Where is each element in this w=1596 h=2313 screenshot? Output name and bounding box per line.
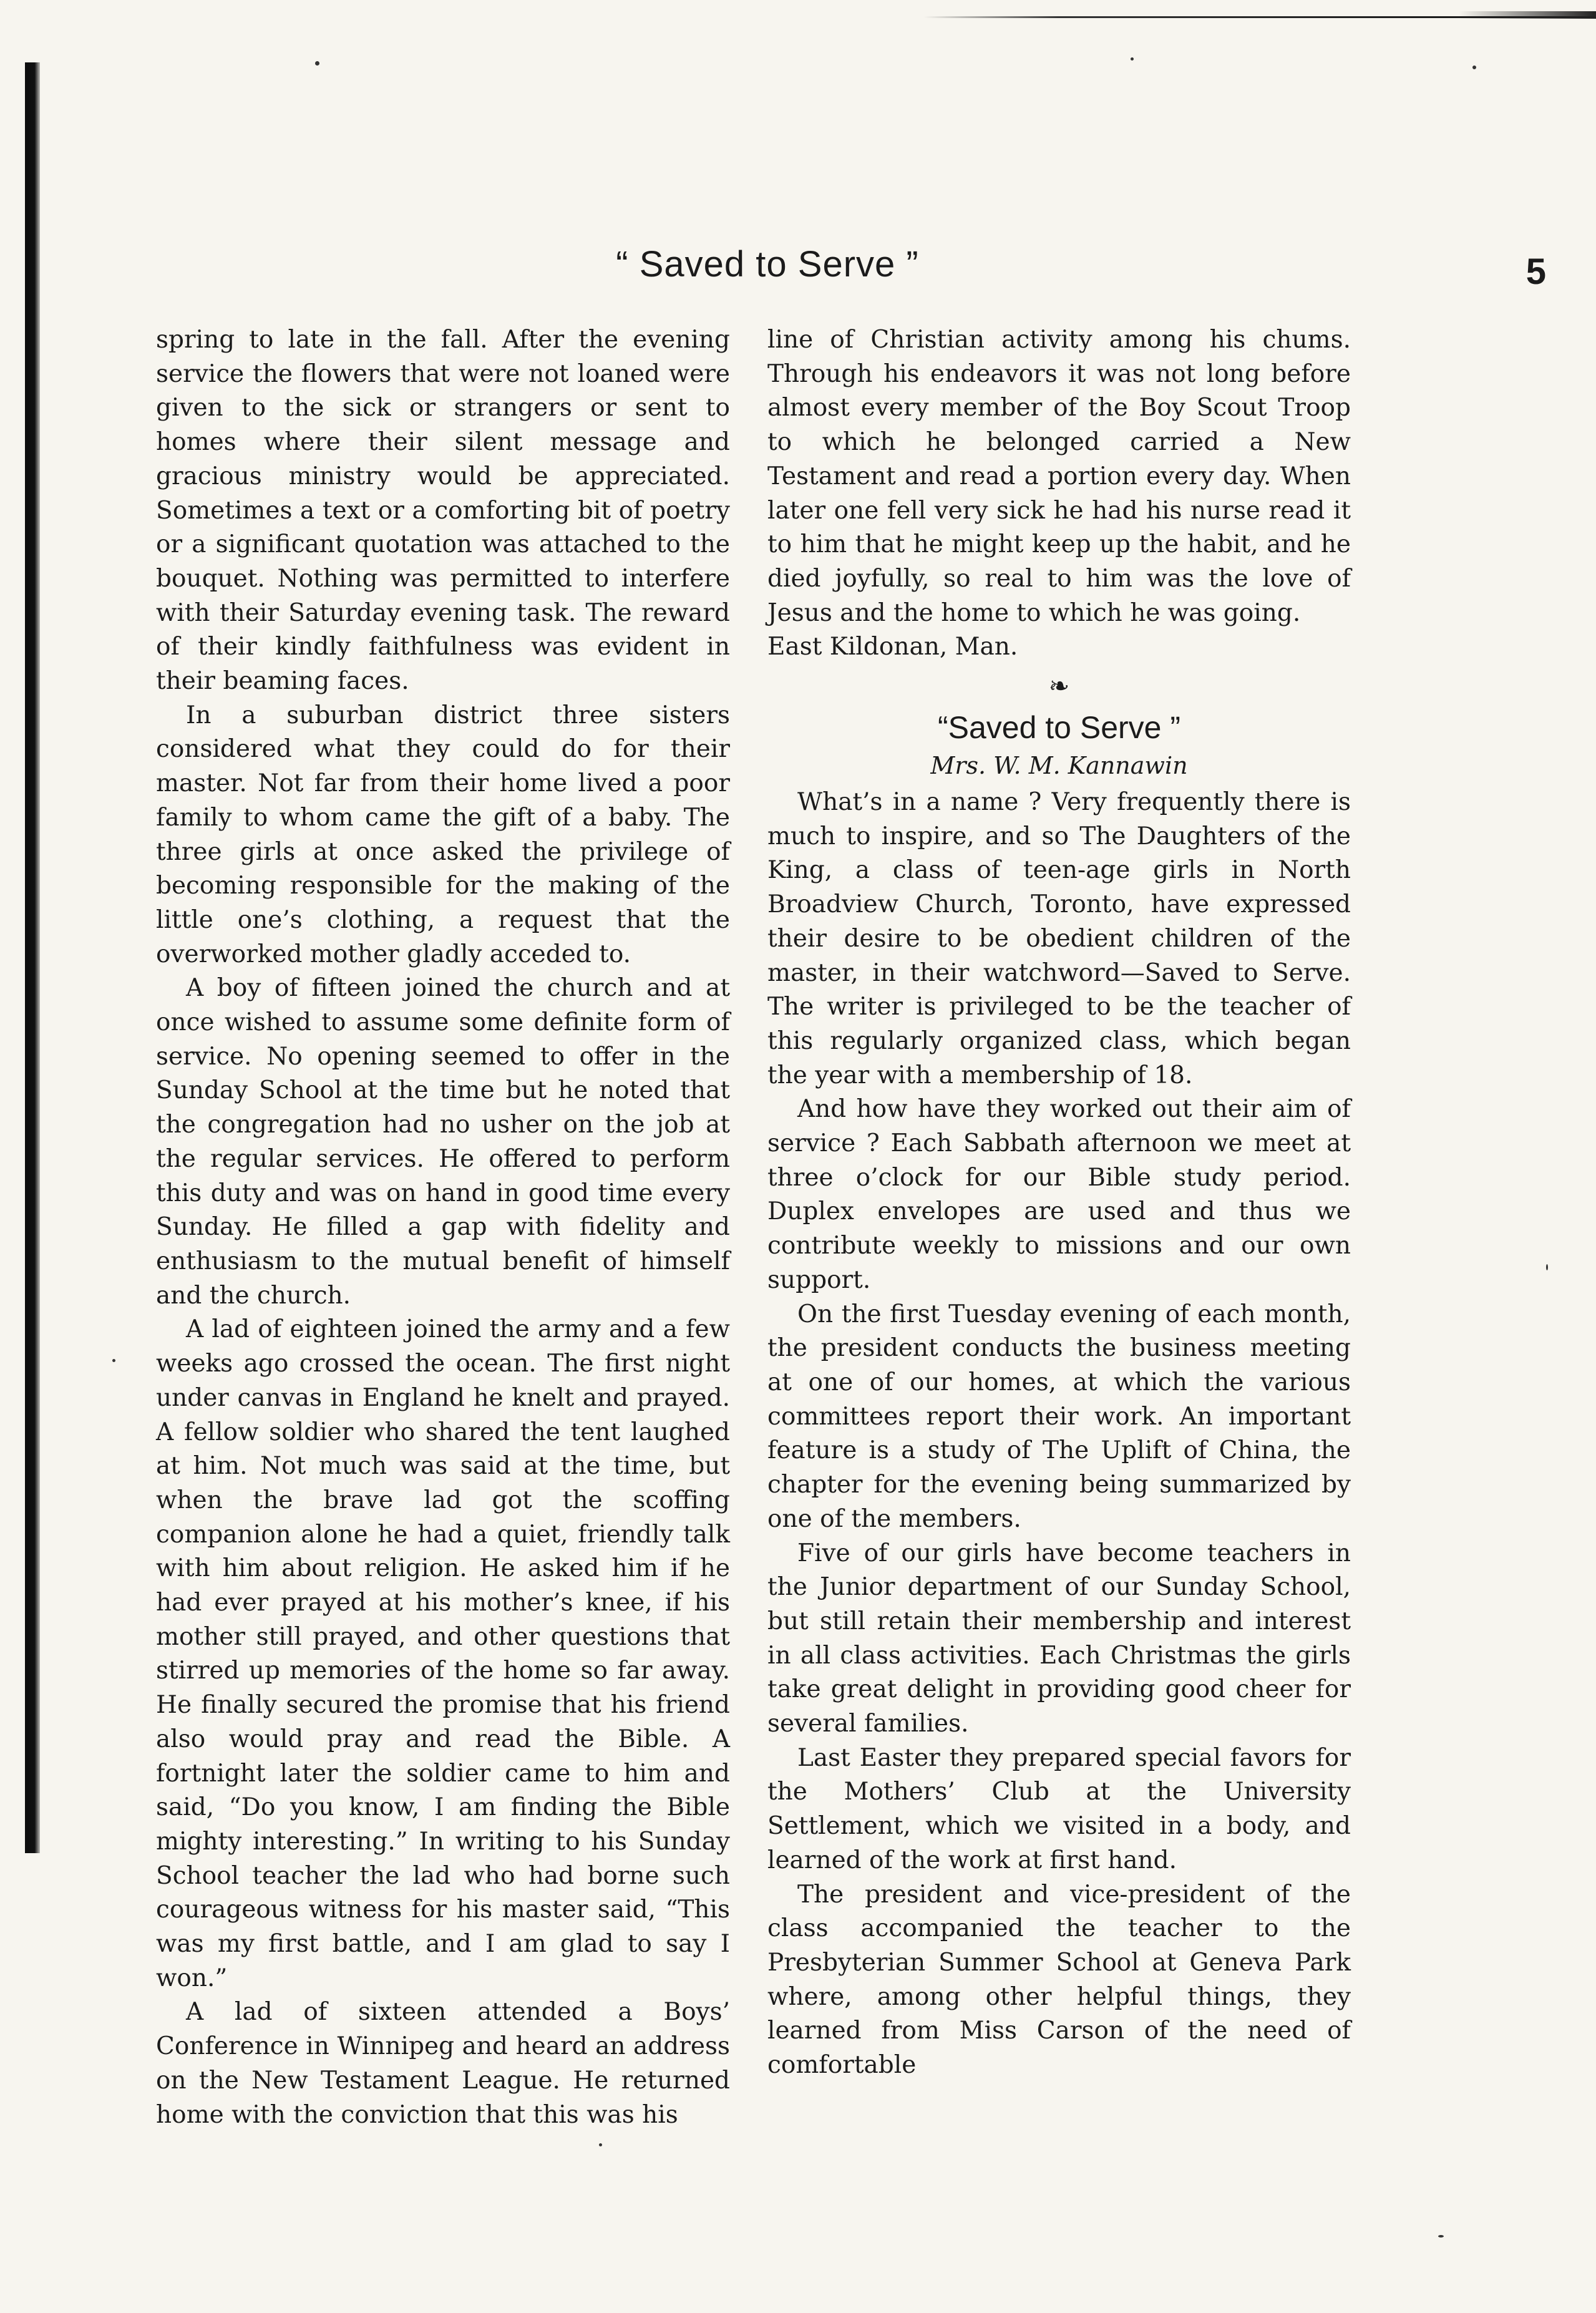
fleuron-icon: ❧ (1048, 672, 1070, 701)
paragraph: What’s in a name ? Very frequently there is much to inspire, and so The Daughters of the King, a class of teen-age girls in North Broadview Church, Toronto, have expressed their desire to be obedient children of the master, in their watchword—Saved to Serve. The writer is privileged to be the teacher of this regularly organized class, which began the year with a membership of 18. (767, 788, 1351, 1089)
scan-speck (1546, 1264, 1548, 1270)
article-title: “Saved to Serve ” (937, 710, 1181, 746)
paragraph: A boy of fifteen joined the church and at once wished to assume some definite form of service. No opening seemed to offer in the Sunday School at the time but he noted that the congregation had no usher on the job at the regular services. He offered to perform this duty and was on hand in good time every Sunday. He filled a gap with fidelity and enthusiasm to the mutual benefit of himself and the church. (156, 974, 730, 1310)
paragraph: Last Easter they prepared special favors for the Mothers’ Club at the University Settlement, which we visited in a body, and learned of the work at first hand. (767, 1743, 1351, 1874)
page-number: 5 (1525, 251, 1546, 292)
scan-speck (1472, 66, 1476, 69)
left-column (156, 323, 730, 2132)
paragraph: A lad of sixteen attended a Boys’ Conference in Winnipeg and heard an address on the New Testament League. He returned home with the conviction that this was his (156, 1998, 730, 2129)
paragraph: Five of our girls have become teachers in the Junior department of our Sunday School, but still retain their membership and interest in all class activities. Each Christmas the girls take great delight in providing good cheer for several families. (767, 1539, 1351, 1738)
running-head: “ Saved to Serve ” (616, 244, 919, 285)
article-byline: Mrs. W. M. Kannawin (930, 752, 1188, 780)
right-column (767, 323, 1351, 2083)
scan-top-rule (923, 11, 1596, 20)
paragraph: And how have they worked out their aim of service ? Each Sabbath afternoon we meet at three o’clock for our Bible study period. Duplex envelopes are used and thus we contribute weekly to missions and our own support. (767, 1095, 1351, 1294)
scan-speck (1438, 2235, 1444, 2238)
paragraph: spring to late in the fall. After the evening service the flowers that were not loaned were given to the sick or strangers or sent to homes where their silent message and gracious ministry would be appreciated. Sometimes a text or a comforting bit of poetry or a significant quotation was attached to the bouquet. Nothing was permitted to interfere with their Saturday evening task. The reward of their kindly faithfulness was evident in their beaming faces. (156, 326, 730, 696)
scan-speck (599, 2143, 602, 2146)
paragraph: On the first Tuesday evening of each month, the president conducts the business meeting at one of our homes, at which the various committees report their work. An important feature is a study of The Uplift of China, the chapter for the evening being summarized by one of the members. (767, 1300, 1351, 1533)
paragraph: line of Christian activity among his chums. Through his endeavors it was not long before almost every member of the Boy Scout Troop to which he belonged carried a New Testament and read a portion every day. When later one fell very sick he had his nurse read it to him that he might keep up the habit, and he died joyfully, so real to him was the love of Jesus and the home to which he was going. (767, 326, 1351, 627)
scan-speck (315, 61, 319, 66)
paragraph: The president and vice-president of the class accompanied the teacher to the Presbyterian Summer School at Geneva Park where, among other helpful things, they learned from Miss Carson of the need of comfortable (767, 1880, 1351, 2080)
paragraph: In a suburban district three sisters considered what they could do for their master. Not far from their home lived a poor family to whom came the gift of a baby. The three girls at once asked the privilege of becoming responsible for the making of the little one’s clothing, a request that the overworked mother gladly acceded to. (156, 701, 730, 968)
place-line: East Kildonan, Man. (767, 633, 1018, 661)
paragraph: A lad of eighteen joined the army and a few weeks ago crossed the ocean. The first night under canvas in England he knelt and prayed. A fellow soldier who shared the tent laughed at him. Not much was said at the time, but when the brave lad got the scoffing companion alone he had a quiet, friendly talk with him about religion. He asked him if he had ever prayed at his mother’s knee, if his mother still prayed, and other questions that stirred up memories of the home so far away. He finally secured the promise that his friend also would pray and read the Bible. A fortnight later the soldier came to him and said, “Do you know, I am finding the Bible mighty interesting.” In writing to his Sunday School teacher the lad who had borne such courageous witness for his master said, “This was my first battle, and I am glad to say I won.” (156, 1315, 730, 1992)
scan-binding-edge (25, 62, 40, 1853)
scan-speck (112, 1359, 115, 1362)
scan-speck (1131, 57, 1134, 61)
